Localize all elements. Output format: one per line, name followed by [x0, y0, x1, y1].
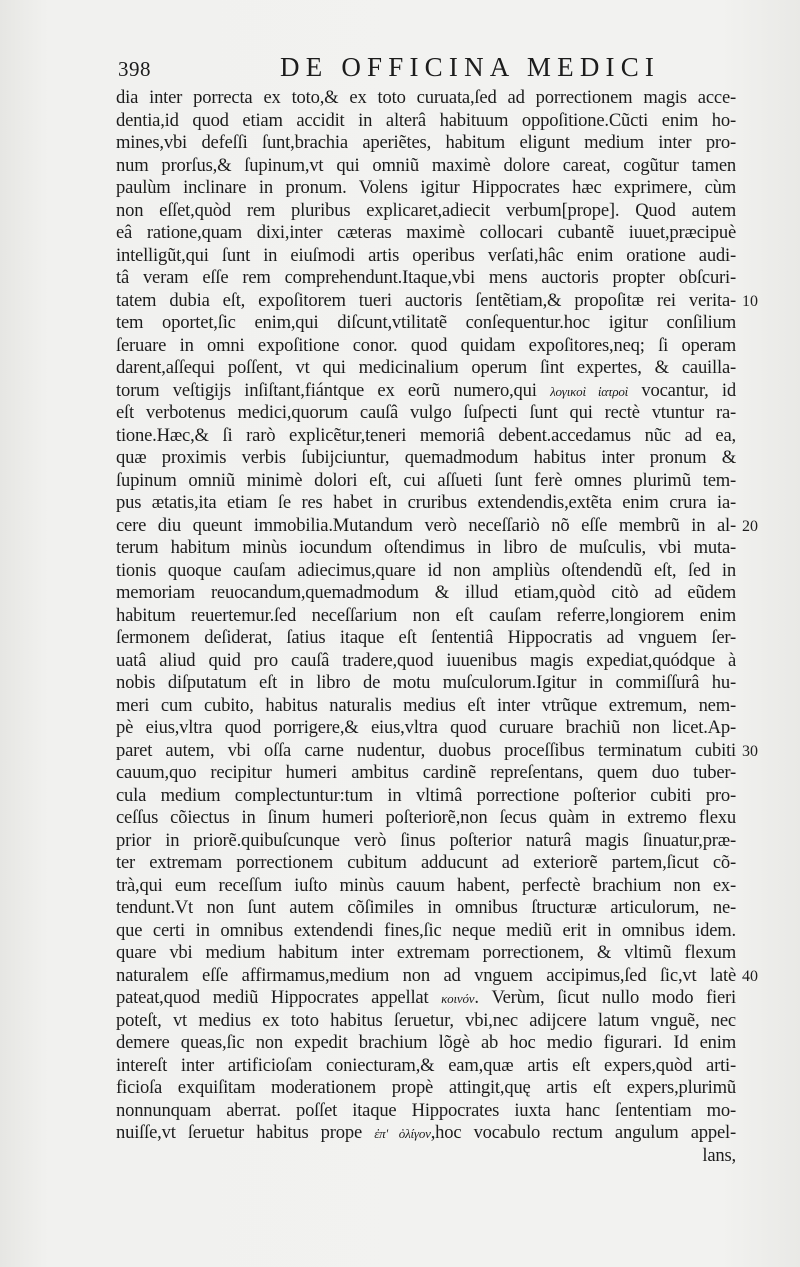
text-line — [116, 200, 736, 223]
text-line — [116, 605, 736, 628]
margin-line-number: 40 — [742, 967, 758, 985]
line-text: que certi in omnibus extendendi fines,ſic neque mediũ erit in omnibus idem. — [116, 919, 736, 941]
line-text: paulùm inclinare in pronum. Volens igitur Hippocrates hæc exprimere, cùm — [116, 177, 736, 198]
text-line — [116, 312, 736, 335]
text-line — [116, 222, 736, 245]
text-line — [116, 830, 736, 853]
text-line — [116, 1122, 736, 1145]
text-line — [116, 1100, 736, 1123]
line-text: dentia,id quod etiam accidit in alterâ habituum oppoſitione.Cũcti enim ho- — [116, 109, 736, 131]
line-text: torum veſtigijs inſiſtant,fiántque ex eorũ numero,qui — [116, 379, 537, 401]
text-line — [116, 447, 736, 470]
text-line — [116, 335, 736, 358]
text-line — [116, 1032, 736, 1055]
text-line — [116, 470, 736, 493]
text-line — [116, 492, 736, 515]
line-text: ſeruare in omni expoſitione conor. quod quidam expoſitores,neq; ſi operam — [116, 334, 736, 356]
text-line — [116, 875, 736, 898]
line-text-continued: . Verùm, ſicut nullo modo fieri — [474, 987, 736, 1008]
greek-word: λογικοὶ ἰατροὶ — [550, 383, 629, 399]
line-text: tâ veram eſſe rem comprehendunt.Itaque,vbi mens auctoris propter obſcuri- — [116, 267, 736, 288]
text-line — [116, 650, 736, 673]
line-text: cere diu queunt immobilia.Mutandum verò neceſſariò nõ eſſe membrũ in al- — [116, 514, 736, 536]
line-text: tionis quoque cauſam adiecimus,quare id non ampliùs oſtendendũ eſt, ſed in — [116, 559, 736, 581]
margin-line-number: 30 — [742, 742, 758, 760]
line-text: meri cum cubito, habitus naturalis medius eſt inter vtrũque extremum, nem- — [116, 694, 736, 716]
line-text: lans, — [702, 1144, 736, 1166]
line-text: ter extremam porrectionem cubitum adducunt ad exteriorẽ partem,ſicut cõ- — [116, 852, 736, 873]
line-text: num prorſus,& ſupinum,vt qui omniũ maximè dolore careat, cogũtur tamen — [116, 154, 736, 176]
text-line — [116, 672, 736, 695]
text-line — [116, 695, 736, 718]
line-text: ſermonem deſiderat, ſatius itaque eſt ſententiâ Hippocratis ad vnguem ſer- — [116, 627, 736, 648]
line-text: tatem dubia eſt, expoſitorem tueri auctoris ſentẽtiam,& propoſitæ rei verita- — [116, 289, 736, 311]
text-line — [116, 290, 736, 313]
text-line — [116, 1055, 736, 1078]
margin-line-number: 10 — [742, 292, 758, 310]
text-line — [116, 627, 736, 650]
text-line — [116, 110, 736, 133]
line-text: naturalem eſſe affirmamus,medium non ad vnguem accipimus,ſed ſic,vt latè — [116, 964, 736, 986]
text-line — [116, 1010, 736, 1033]
line-text: tendunt.Vt non ſunt autem cõſimiles in omnibus ſtructuræ articulorum, ne- — [116, 897, 736, 918]
text-line — [116, 1077, 736, 1100]
line-text: eſt verbotenus medici,quorum cauſâ vulgo ſuſpecti ſunt qui rectè vtuntur ra- — [116, 402, 736, 423]
line-text: memoriam reuocandum,quemadmodum & illud etiam,quòd citò ad eũdem — [116, 582, 736, 603]
text-line — [116, 515, 736, 538]
text-line — [116, 920, 736, 943]
text-line — [116, 807, 736, 830]
line-text: nobis diſputatum eſt in libro de motu muſculorum.Igitur in commiſſurâ hu- — [116, 672, 736, 693]
line-text: pè eius,vltra quod porrigere,& eius,vltra quod curuare brachiũ non licet.Ap- — [116, 717, 736, 738]
line-text: trà,qui eum receſſum iuſto minùs cauum habent, perfectè brachium non ex- — [116, 874, 736, 896]
text-line — [116, 785, 736, 808]
text-line — [116, 852, 736, 875]
text-line — [116, 537, 736, 560]
text-line — [116, 762, 736, 785]
margin-line-number: 20 — [742, 517, 758, 535]
line-text: pateat,quod mediũ Hippocrates appellat — [116, 987, 429, 1008]
text-line — [116, 740, 736, 763]
line-text: pus ætatis,ita etiam ſe res habet in cruribus extendendis,extẽta enim crura ia- — [116, 492, 736, 513]
text-line — [116, 717, 736, 740]
line-text: demere queas,ſic non expedit brachium lõgè ab hoc medio figurari. Id enim — [116, 1032, 736, 1053]
line-text: intereſt inter artificioſam coniecturam,& eam,quæ artis eſt expers,quòd arti- — [116, 1054, 736, 1076]
page-header — [0, 52, 800, 86]
line-text: ſupinum omniũ minimè dolori eſt, cui aſſueti ſunt ferè omnes plurimũ tem- — [116, 469, 736, 491]
running-title: DE OFFICINA MEDICI — [280, 52, 661, 82]
text-line — [116, 582, 736, 605]
text-line — [116, 245, 736, 268]
line-text: cula medium complectuntur:tum in vltimâ porrectione poſterior cubiti pro- — [116, 784, 736, 806]
greek-word: κοινόν — [441, 991, 475, 1006]
line-text: ficioſa exquiſitam moderationem propè attingit,quę artis eſt expers,plurimũ — [116, 1077, 736, 1098]
text-line — [116, 987, 736, 1010]
line-text: mines,vbi defeſſi ſunt,brachia aperiẽtes, habitum eligunt medium inter pro- — [116, 132, 736, 153]
line-text: non eſſet,quòd rem pluribus explicaret,adiecit verbum[prope]. Quod autem — [116, 199, 736, 221]
text-line — [116, 425, 736, 448]
line-text: ceſſus cõiectus in ſinum humeri poſteriorẽ,non ſecus quàm in extremo flexu — [116, 807, 736, 828]
line-text: dia inter porrecta ex toto,& ex toto curuata,ſed ad porrectionem magis acce- — [116, 87, 736, 108]
text-line — [116, 87, 736, 110]
line-text: cauum,quo recipitur humeri ambitus cardinẽ repreſentans, quem duo tuber- — [116, 762, 736, 783]
line-text: habitum reuertemur.ſed neceſſarium non eſt cauſam referre,longiorem enim — [116, 604, 736, 626]
greek-word: ἐπ' ὀλίγον — [374, 1126, 431, 1141]
text-line — [116, 560, 736, 583]
line-text: prior in priorẽ.quibuſcunque verò ſinus poſterior naturâ magis ſinuatur,præ- — [116, 829, 736, 851]
line-text: intelligũt,qui ſunt in eiuſmodi artis operibus verſati,hâc enim oratione audi- — [116, 244, 736, 266]
line-text: eâ ratione,quam dixi,inter cæteras maximè collocari cubantẽ iuuet,præcipuè — [116, 222, 736, 243]
line-text: paret autem, vbi oſſa carne nudentur, duobus proceſſibus terminatum cubiti — [116, 739, 736, 761]
line-text: tione.Hæc,& ſi rarò explicẽtur,teneri memoriâ debent.accedamus nũc ad ea, — [116, 424, 736, 446]
text-line — [116, 267, 736, 290]
line-text: terum habitum minùs iocundum oſtendimus in libro de muſculis, vbi muta- — [116, 537, 736, 558]
text-line — [116, 965, 736, 988]
text-line — [116, 177, 736, 200]
text-line — [116, 942, 736, 965]
line-text: poteſt, vt medius ex toto habitus ſeruetur, vbi,nec adijcere latum vnguẽ, nec — [116, 1009, 736, 1031]
text-line — [116, 897, 736, 920]
line-text: quare vbi medium habitum inter extremam porrectionem, & vltimũ flexum — [116, 942, 736, 963]
line-text: darent,aſſequi poſſent, vt qui medicinalium operum ſint expertes, & cauilla- — [116, 357, 736, 378]
body-text — [116, 87, 736, 1167]
line-text-continued: vocantur, id — [628, 379, 736, 401]
line-text: quæ proximis verbis ſubijciuntur, quemadmodum habitus inter pronum & — [116, 447, 736, 468]
line-text-continued: ,hoc vocabulo rectum angulum appel- — [430, 1122, 736, 1143]
text-line — [116, 155, 736, 178]
text-line — [116, 1145, 736, 1168]
text-line — [116, 357, 736, 380]
line-text: nonnunquam aberrat. poſſet itaque Hippocrates iuxta hanc ſententiam mo- — [116, 1099, 736, 1121]
line-text: uatâ aliud quid pro cauſâ tradere,quod iuuenibus magis expediat,quódque à — [116, 649, 736, 671]
line-text: nuiſſe,vt ſeruetur habitus prope — [116, 1122, 363, 1143]
text-line — [116, 402, 736, 425]
page-number: 398 — [118, 57, 151, 81]
text-line — [116, 380, 736, 403]
line-text: tem oportet,ſic enim,qui diſcunt,vtilitatẽ conſequentur.hoc igitur conſilium — [116, 312, 736, 333]
text-line — [116, 132, 736, 155]
